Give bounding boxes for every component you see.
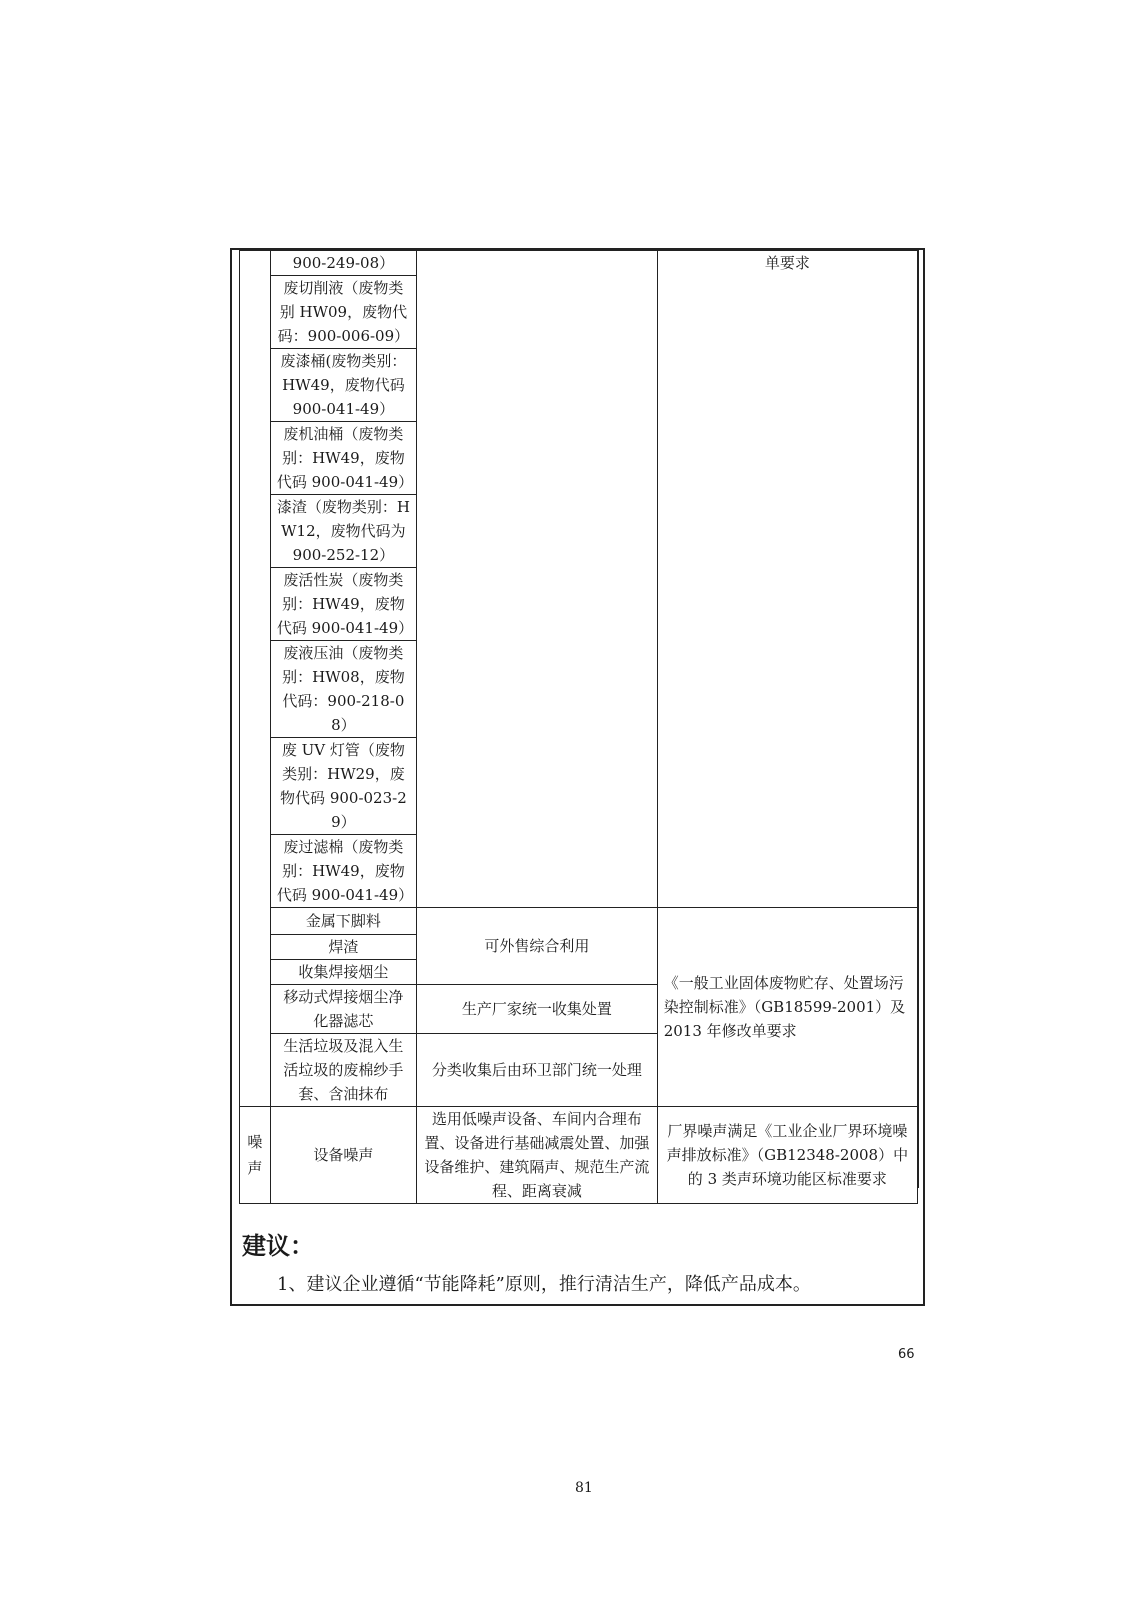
measure-cell: 可外售综合利用	[416, 908, 657, 985]
table-row	[240, 908, 918, 935]
waste-item: 焊渣	[270, 935, 416, 960]
page-number-inner: 66	[898, 1347, 915, 1362]
waste-item: 移动式焊接烟尘净化器滤芯	[270, 985, 416, 1034]
waste-item: 废切削液（废物类别 HW09，废物代码：900-006-09）	[270, 276, 416, 349]
waste-item: 漆渣（废物类别：HW12，废物代码为 900-252-12）	[270, 495, 416, 568]
standard-cell-hazardous: 单要求	[657, 251, 917, 908]
measure-cell: 生产厂家统一收集处置	[416, 985, 657, 1034]
frame-inner-right-line	[918, 250, 919, 1188]
waste-item: 收集焊接烟尘	[270, 960, 416, 985]
noise-item: 设备噪声	[270, 1107, 416, 1204]
waste-item: 金属下脚料	[270, 908, 416, 935]
waste-item: 生活垃圾及混入生活垃圾的废棉纱手套、含油抹布	[270, 1034, 416, 1107]
waste-measures-table	[239, 250, 918, 1204]
waste-item: 废 UV 灯管（废物类别：HW29，废物代码 900-023-29）	[270, 738, 416, 835]
category-cell-noise: 噪声	[240, 1107, 271, 1204]
standard-cell-general: 《一般工业固体废物贮存、处置场污染控制标准》（GB18599-2001）及 2013 年修改单要求	[657, 908, 917, 1107]
measure-cell-hazardous	[416, 251, 657, 908]
table-row	[240, 251, 918, 276]
category-cell-hazardous	[240, 251, 271, 1107]
standard-cell-noise: 厂界噪声满足《工业企业厂界环境噪声排放标准》（GB12348-2008）中的 3 类声环境功能区标准要求	[657, 1107, 917, 1204]
waste-item: 废过滤棉（废物类别：HW49，废物代码 900-041-49）	[270, 835, 416, 908]
table-row	[240, 1107, 918, 1204]
suggestions-title: 建议：	[242, 1232, 314, 1260]
waste-item: 废漆桶(废物类别：HW49，废物代码 900-041-49）	[270, 349, 416, 422]
waste-item: 废液压油（废物类别：HW08，废物代码：900-218-08）	[270, 641, 416, 738]
waste-item: 废机油桶（废物类别：HW49，废物代码 900-041-49）	[270, 422, 416, 495]
page-number-outer: 81	[575, 1480, 593, 1496]
measure-cell: 分类收集后由环卫部门统一处理	[416, 1034, 657, 1107]
waste-item: 900-249-08）	[270, 251, 416, 276]
measure-cell: 选用低噪声设备、车间内合理布置、设备进行基础减震处置、加强设备维护、建筑隔声、规范生产流程、距离衰减	[416, 1107, 657, 1204]
suggestion-item: 1、建议企业遵循“节能降耗”原则，推行清洁生产，降低产品成本。	[277, 1274, 811, 1295]
waste-item: 废活性炭（废物类别：HW49，废物代码 900-041-49）	[270, 568, 416, 641]
